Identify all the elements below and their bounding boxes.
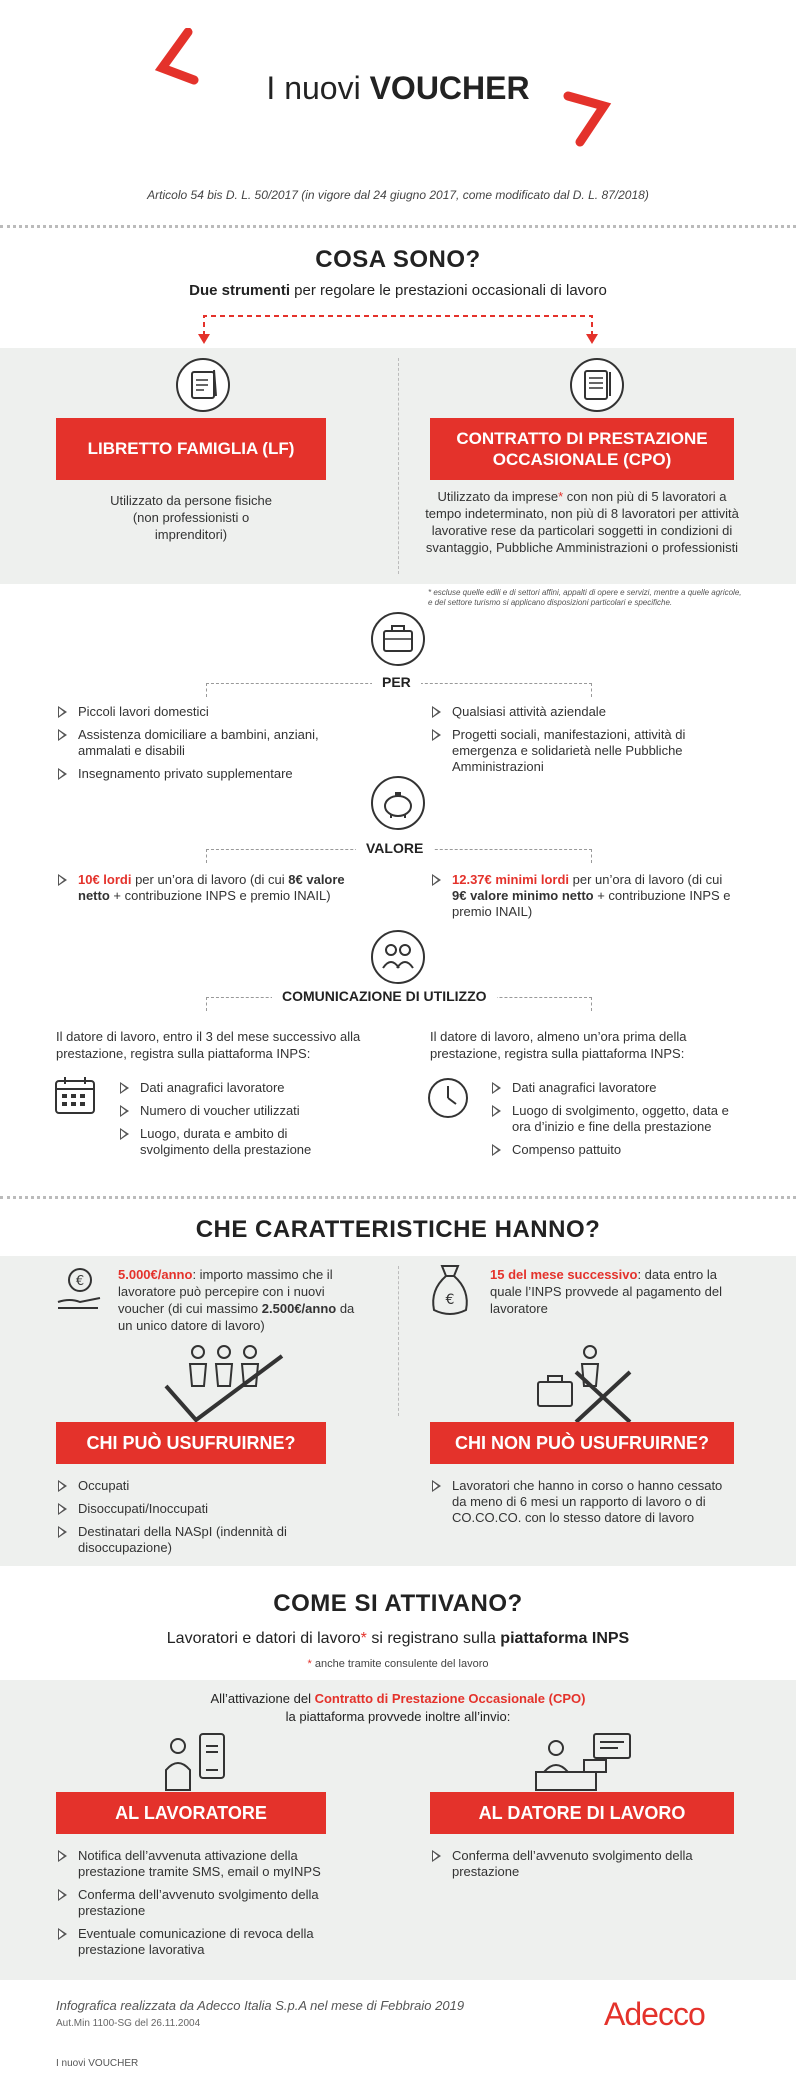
- list-item: Lavoratori che hanno in corso o hanno cessato da meno di 6 mesi un rapporto di lavoro o di CO.CO.CO. con lo stesso datore di lavoro: [430, 1478, 740, 1526]
- people-icon: [371, 930, 425, 984]
- chi-puo-list: [56, 1478, 326, 1563]
- comunicazione-right-list: [490, 1080, 740, 1165]
- comunicazione-left-list: [118, 1080, 348, 1165]
- comunicazione-label: COMUNICAZIONE DI UTILIZZO: [272, 988, 497, 1004]
- chi-non-puo-label: CHI NON PUÒ USUFRUIRNE?: [430, 1422, 734, 1464]
- valore-left: 10€ lordi per un’ora di lavoro (di cui 8€ valore netto + contribuzione INPS e premio INAIL): [56, 872, 366, 911]
- list-item: Progetti sociali, manifestazioni, attività di emergenza e solidarietà nelle Pubbliche Amministrazioni: [430, 727, 740, 775]
- footer-aut: Aut.Min 1100-SG del 26.11.2004: [56, 2018, 201, 2029]
- page-title: I nuovi VOUCHER: [266, 70, 530, 106]
- attivano-line: Lavoratori e datori di lavoro* si registrano sulla piattaforma INPS: [166, 1630, 630, 1647]
- list-item: Compenso pattuito: [490, 1142, 740, 1158]
- al-lavoratore-label: AL LAVORATORE: [56, 1792, 326, 1834]
- heading-cosa-sono: COSA SONO?: [315, 246, 481, 273]
- notebook-icon: [176, 358, 230, 412]
- list-item: Disoccupati/Inoccupati: [56, 1501, 326, 1517]
- attivano-note: * anche tramite consulente del lavoro: [307, 1658, 489, 1670]
- divider: [0, 1196, 796, 1199]
- money-bag-icon: [428, 1262, 472, 1320]
- list-item: Luogo, durata e ambito di svolgimento della prestazione: [118, 1126, 348, 1158]
- footer-credit: Infografica realizzata da Adecco Italia S.p.A nel mese di Febbraio 2019: [56, 1998, 465, 2013]
- per-left-list: [56, 704, 356, 789]
- footer-bottom-label: I nuovi VOUCHER: [56, 2058, 139, 2069]
- cosa-sono-intro: Due strumenti per regolare le prestazioni occasionali di lavoro: [189, 282, 607, 299]
- valore-label: VALORE: [356, 840, 433, 856]
- heading-caratteristiche: CHE CARATTERISTICHE HANNO?: [195, 1216, 601, 1243]
- list-item: Qualsiasi attività aziendale: [430, 704, 740, 720]
- employer-desk-icon: [534, 1730, 644, 1794]
- lf-description: Utilizzato da persone fisiche (non professionisti o imprenditori): [110, 493, 272, 542]
- briefcase-icon: [371, 612, 425, 666]
- calendar-icon: [54, 1076, 98, 1116]
- euro-hand-icon: [54, 1262, 108, 1314]
- list-item: Assistenza domiciliare a bambini, anziani, ammalati e disabili: [56, 727, 356, 759]
- list-item: Occupati: [56, 1478, 326, 1494]
- datore-list: [430, 1848, 730, 1887]
- per-right-list: [430, 704, 740, 782]
- caratteristiche-right-text: 15 del mese successivo: data entro la quale l’INPS provvede al pagamento del lavoratore: [490, 1267, 722, 1316]
- caratteristiche-left-text: 5.000€/anno: importo massimo che il lavoratore può percepire con i nuovi voucher (di cui massimo 2.500€/anno da un unico datore di lavoro): [118, 1267, 355, 1333]
- list-item: Numero di voucher utilizzati: [118, 1103, 348, 1119]
- clock-icon: [426, 1076, 470, 1120]
- header-subtitle: Articolo 54 bis D. L. 50/2017 (in vigore dal 24 giugno 2017, come modificato dal D. L. 87/2018): [147, 188, 649, 202]
- list-item: Luogo di svolgimento, oggetto, data e ora d’inizio e fine della prestazione: [490, 1103, 740, 1135]
- valore-right: 12.37€ minimi lordi per un’ora di lavoro (di cui 9€ valore minimo netto + contribuzione INPS e premio INAIL): [430, 872, 740, 927]
- attivano-cpo-text: All’attivazione del Contratto di Prestazione Occasionale (CPO) la piattaforma provvede inoltre all’invio:: [210, 1691, 586, 1724]
- worker-phone-icon: [160, 1730, 240, 1794]
- heading-attivano: COME SI ATTIVANO?: [273, 1590, 523, 1617]
- adecco-logo: Adecco: [604, 1996, 705, 2032]
- list-item: Notifica dell’avvenuta attivazione della prestazione tramite SMS, email o myINPS: [56, 1848, 346, 1880]
- header-chevron-right: [558, 88, 618, 148]
- comunicazione-left-intro: Il datore di lavoro, entro il 3 del mese successivo alla prestazione, registra sulla piattaforma INPS:: [56, 1029, 361, 1061]
- list-item: Conferma dell’avvenuto svolgimento della prestazione: [56, 1887, 346, 1919]
- cpo-footnote: * escluse quelle edili e di settori affini, appalti di opere e servizi, mentre a quelle agricole, e del settore turismo si applicano disposizioni particolari e specifiche.: [428, 588, 742, 607]
- piggy-bank-icon: [371, 776, 425, 830]
- list-item: Insegnamento privato supplementare: [56, 766, 356, 782]
- cpo-label: CONTRATTO DI PRESTAZIONE OCCASIONALE (CPO): [430, 418, 734, 480]
- workers-check-icon: [160, 1342, 290, 1424]
- list-item: Piccoli lavori domestici: [56, 704, 356, 720]
- cpo-description: Utilizzato da imprese* con non più di 5 lavoratori a tempo indeterminato, non più di 8 lavoratori per attività lavorative rese da particolari soggetti in condizioni di svantaggio, Pubbliche Amministrazioni o professionisti: [425, 489, 739, 555]
- per-label: PER: [372, 674, 421, 690]
- divider: [0, 225, 796, 228]
- list-item: Eventuale comunicazione di revoca della prestazione lavorativa: [56, 1926, 346, 1958]
- comunicazione-right-intro: Il datore di lavoro, almeno un’ora prima della prestazione, registra sulla piattaforma INPS:: [430, 1029, 687, 1061]
- briefcase-cross-icon: [534, 1342, 644, 1424]
- contract-icon: [570, 358, 624, 412]
- libretto-famiglia-label: LIBRETTO FAMIGLIA (LF): [56, 418, 326, 480]
- chi-non-puo-list: [430, 1478, 740, 1533]
- list-item: Destinatari della NASpI (indennità di disoccupazione): [56, 1524, 326, 1556]
- lavoratore-list: [56, 1848, 346, 1965]
- svg-text:€: €: [445, 1292, 455, 1308]
- list-item: Conferma dell’avvenuto svolgimento della prestazione: [430, 1848, 730, 1880]
- chi-puo-label: CHI PUÒ USUFRUIRNE?: [56, 1422, 326, 1464]
- split-arrow-icon: [196, 308, 600, 348]
- svg-text:€: €: [75, 1274, 85, 1289]
- list-item: Dati anagrafici lavoratore: [490, 1080, 740, 1096]
- al-datore-label: AL DATORE DI LAVORO: [430, 1792, 734, 1834]
- list-item: Dati anagrafici lavoratore: [118, 1080, 348, 1096]
